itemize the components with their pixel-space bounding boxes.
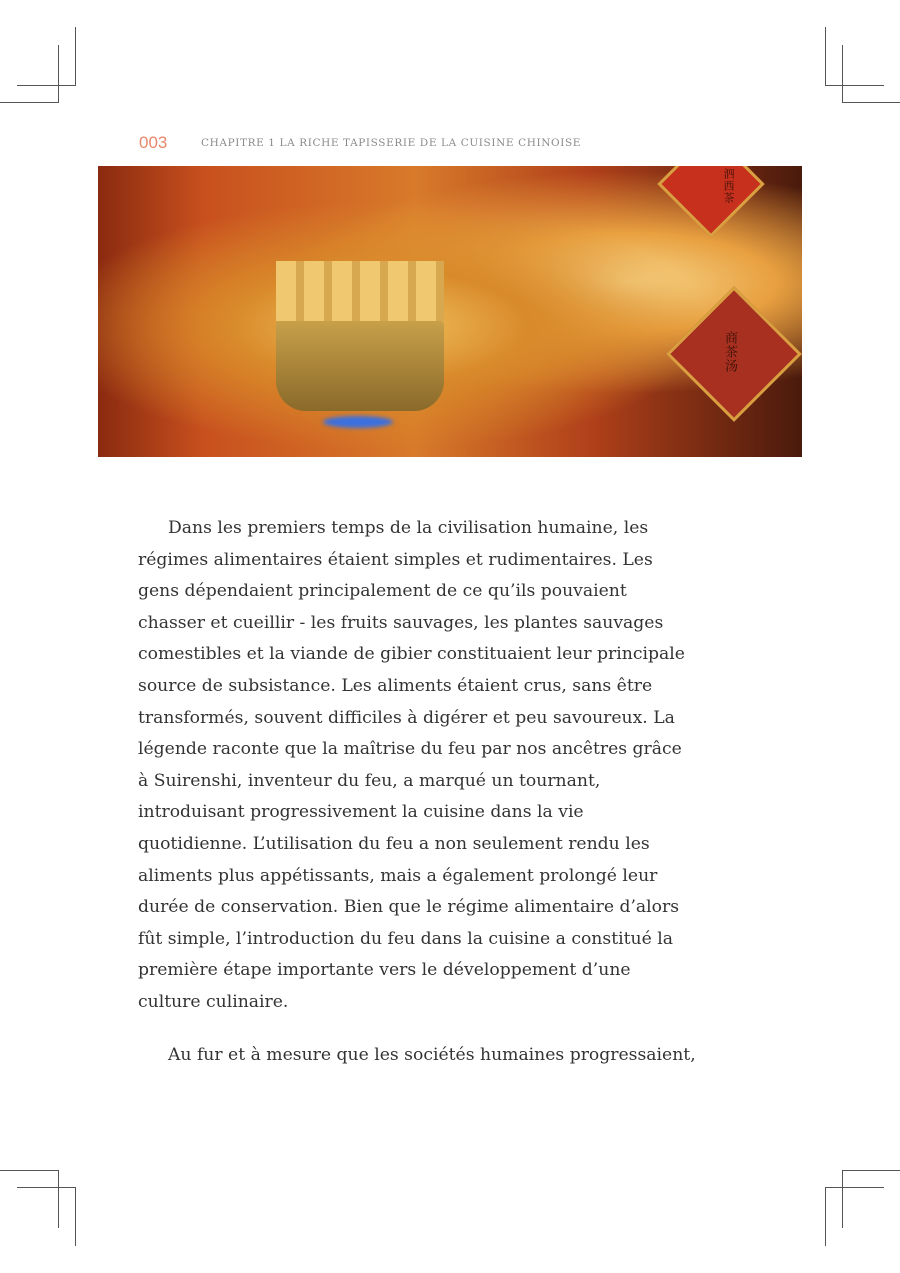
chapter-title: CHAPITRE 1 LA RICHE TAPISSERIE DE LA CUISINE CHINOISE — [201, 137, 582, 149]
body-text — [138, 513, 718, 1092]
sign-characters-top: 泗西茶 — [722, 168, 735, 204]
street-food-photo — [98, 166, 802, 457]
cooking-pot — [276, 321, 444, 411]
paragraph: Dans les premiers temps de la civilisation humaine, les régimes alimentaires étaient simples et rudimentaires. Les gens dépendaient principalement de ce qu’ils pouvaient chasser et cueillir - les fruits sauvages, les plantes sauvages comestibles et la viande de gibier constituaient leur principale source de subsistance. Les aliments étaient crus, sans être transformés, souvent difficiles à digérer et peu savoureux. La légende raconte que la maîtrise du feu par nos ancêtres grâce à Suirenshi, inventeur du feu, a marqué un tournant, introduisant progressivement la cuisine dans la vie quotidienne. L’utilisation du feu a non seulement rendu les aliments plus appétissants, mais a également prolongé leur durée de conservation. Bien que le régime alimentaire d’alors fût simple, l’introduction du feu dans la cuisine a constitué la première étape importante vers le développement d’une culture culinaire. — [138, 518, 685, 1012]
gas-flame — [323, 416, 393, 428]
running-header — [139, 133, 581, 153]
hanging-sign — [657, 166, 764, 238]
paragraph: Au fur et à mesure que les sociétés humaines progressaient, — [168, 1044, 696, 1065]
sign-characters-bottom: 商茶汤 — [722, 331, 737, 373]
corn-cobs — [276, 261, 444, 321]
page-number: 003 — [139, 133, 168, 152]
